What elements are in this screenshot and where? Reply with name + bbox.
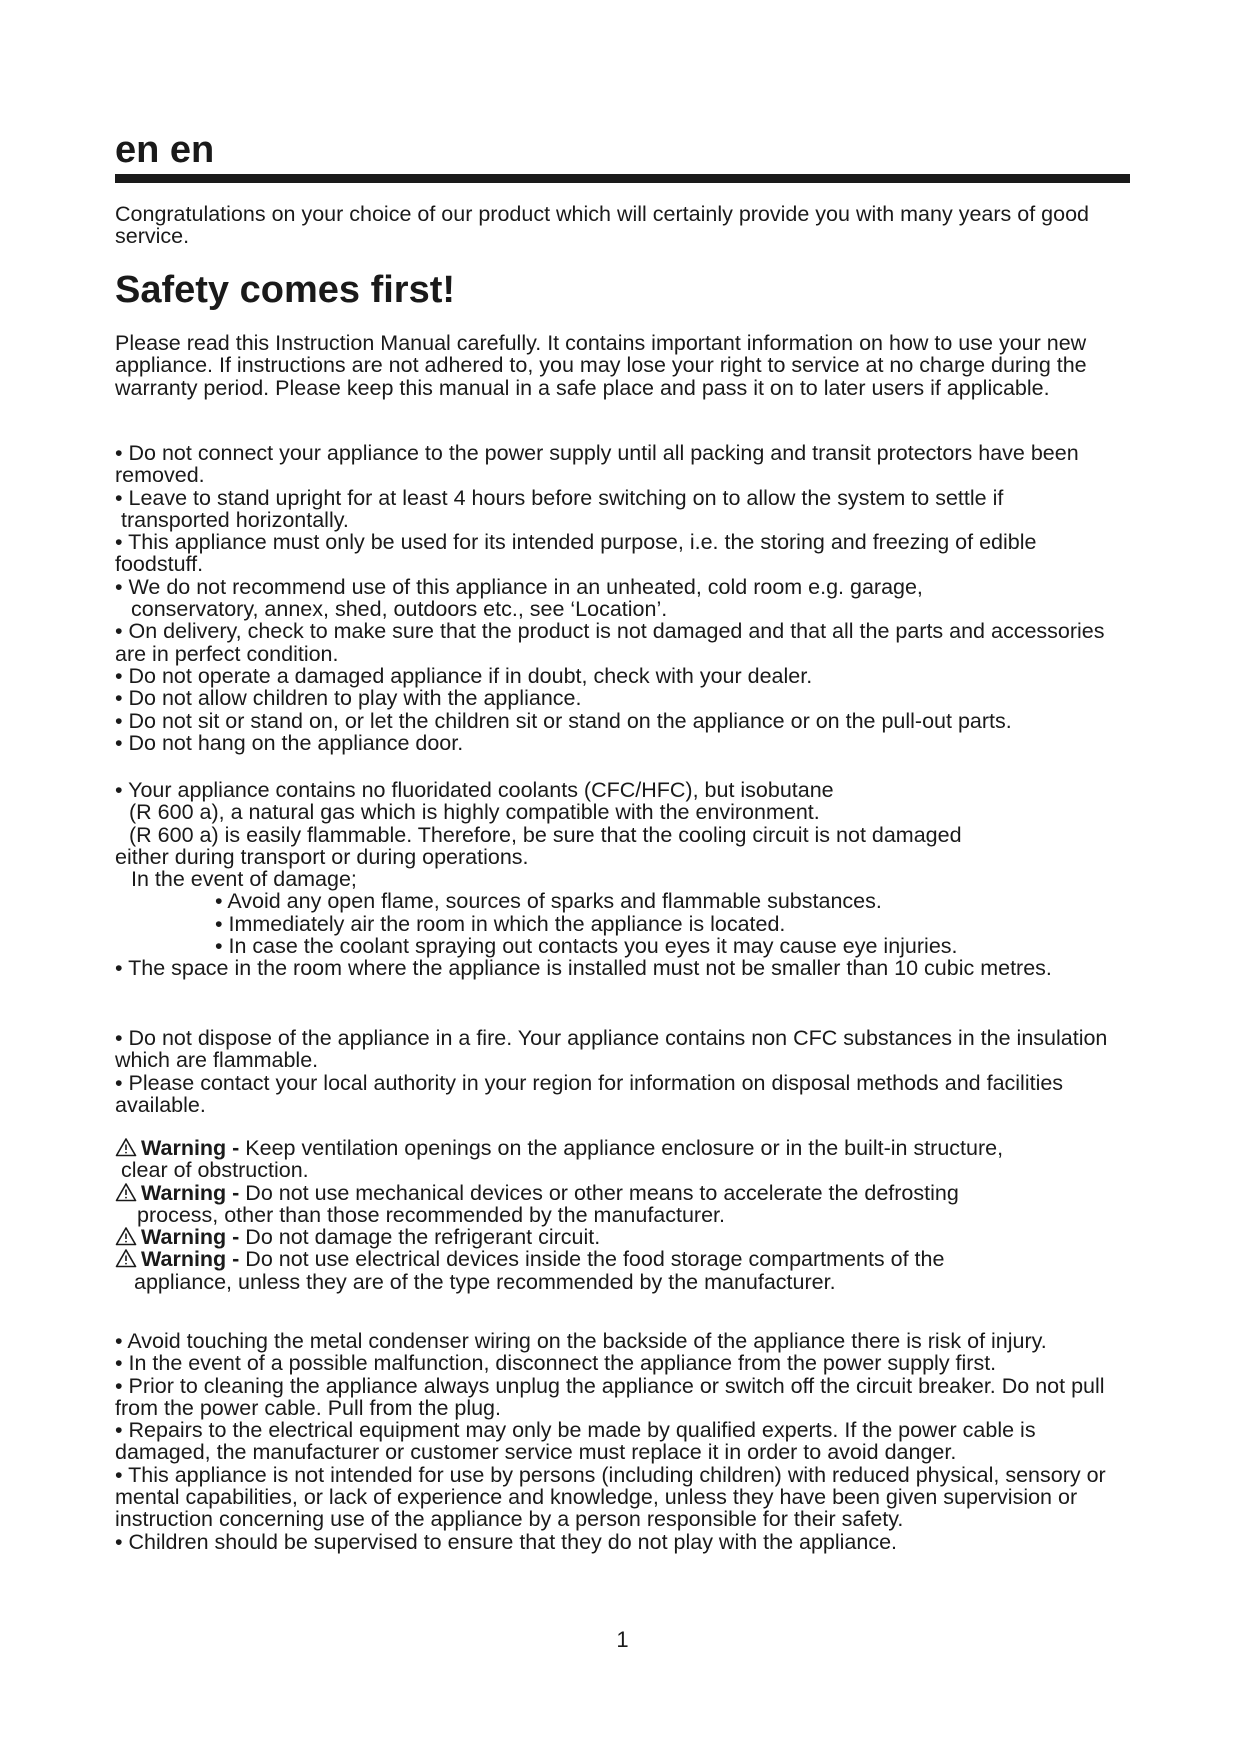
list-item: • In the event of a possible malfunction, disconnect the appliance from the power supply first. (115, 1351, 997, 1376)
warning-item (115, 1226, 1130, 1248)
coolant-line: • Your appliance contains no fluoridated coolants (CFC/HFC), but isobutane (115, 778, 834, 802)
warning-item (115, 1137, 1130, 1159)
safety-paragraph: Please read this Instruction Manual carefully. It contains important information on how to use your new appliance. If instructions are not adhered to, you may lose your right to service at no charge during the warranty period. Please keep this manual in a safe place and pass it on to later users if applicable. (115, 331, 1087, 400)
list-item-continued: transported horizontally. (121, 507, 349, 532)
warning-continued: appliance, unless they are of the type recommended by the manufacturer. (134, 1269, 836, 1294)
list-item: • Do not allow children to play with the appliance. (115, 686, 582, 711)
list-item: • Leave to stand upright for at least 4 hours before switching on to allow the system to settle if (115, 485, 1004, 510)
warning-item (115, 1182, 1130, 1204)
damage-sub-item: • In case the coolant spraying out contacts you eyes it may cause eye injuries. (215, 934, 958, 959)
warnings-block (115, 1137, 1130, 1293)
safety-heading: Safety comes first! (115, 269, 456, 311)
intro-paragraph: Congratulations on your choice of our product which will certainly provide you with many years of good service. (115, 202, 1089, 248)
list-item: • Repairs to the electrical equipment may only be made by qualified experts. If the power cable is damaged, the manufacturer or customer service must replace it in order to avoid danger. (115, 1418, 1036, 1465)
language-heading: en en (115, 129, 215, 171)
room-size-item: • The space in the room where the appliance is installed must not be smaller than 10 cubic metres. (115, 956, 1052, 981)
safety-paragraph-block (115, 332, 1125, 399)
list-item-continued: conservatory, annex, shed, outdoors etc., see ‘Location’. (131, 597, 668, 622)
warning-triangle-icon (115, 1248, 137, 1268)
list-item: • On delivery, check to make sure that the product is not damaged and that all the parts and accessories are in perfect condition. (115, 619, 1105, 666)
list-item: • Do not dispose of the appliance in a fire. Your appliance contains non CFC substances in the insulation which are flammable. (115, 1026, 1108, 1073)
list-item: • This appliance must only be used for its intended purpose, i.e. the storing and freezing of edible foodstuff. (115, 530, 1037, 577)
list-item: • Avoid touching the metal condenser wiring on the backside of the appliance there is risk of injury. (115, 1329, 1047, 1353)
coolant-line: (R 600 a) is easily flammable. Therefore, be sure that the cooling circuit is not damaged (129, 822, 962, 847)
disposal-list (115, 1027, 1130, 1116)
warning-continued: process, other than those recommended by the manufacturer. (137, 1202, 725, 1227)
list-item: • Do not connect your appliance to the power supply until all packing and transit protectors have been removed. (115, 441, 1079, 488)
list-item: • Do not sit or stand on, or let the children sit or stand on the appliance or on the pull-out parts. (115, 708, 1012, 733)
damage-sub-item: • Immediately air the room in which the appliance is located. (215, 911, 786, 936)
warning-text: Keep ventilation openings on the appliance enclosure or in the built-in structure, (239, 1136, 1004, 1160)
electrical-safety-list (115, 1330, 1130, 1553)
warning-triangle-icon (115, 1182, 137, 1202)
list-item: • Prior to cleaning the appliance always unplug the appliance or switch off the circuit breaker. Do not pull from the power cable. Pull from the plug. (115, 1373, 1105, 1420)
warning-text: Do not use mechanical devices or other means to accelerate the defrosting (239, 1180, 959, 1205)
warning-label: Warning - (141, 1225, 240, 1250)
heading-rule (115, 174, 1130, 183)
warning-label: Warning - (141, 1180, 240, 1205)
warning-text: Do not damage the refrigerant circuit. (239, 1225, 601, 1250)
general-safety-list (115, 442, 1130, 754)
list-item: • Children should be supervised to ensure that they do not play with the appliance. (115, 1529, 898, 1554)
list-item: • Please contact your local authority in your region for information on disposal methods and facilities available. (115, 1070, 1064, 1117)
warning-item (115, 1248, 1130, 1270)
damage-sub-item: • Avoid any open flame, sources of sparks and flammable substances. (215, 889, 882, 914)
page-number: 1 (616, 1627, 629, 1652)
damage-intro: In the event of damage; (131, 867, 357, 892)
warning-continued: clear of obstruction. (121, 1158, 309, 1183)
warning-label: Warning - (141, 1136, 240, 1160)
warning-text: Do not use electrical devices inside the food storage compartments of the (239, 1247, 945, 1272)
coolant-safety-block (115, 779, 1130, 980)
coolant-line: (R 600 a), a natural gas which is highly compatible with the environment. (129, 800, 820, 825)
list-item: • Do not operate a damaged appliance if in doubt, check with your dealer. (115, 663, 813, 688)
coolant-line: either during transport or during operations. (115, 844, 529, 869)
warning-triangle-icon (115, 1137, 137, 1157)
list-item: • This appliance is not intended for use by persons (including children) with reduced physical, sensory or mental capabilities, or lack of experience and knowledge, unless they have been given supervision or instruction concerning use of the appliance by a person responsible for their safety. (115, 1462, 1106, 1532)
list-item: • Do not hang on the appliance door. (115, 730, 464, 755)
warning-label: Warning - (141, 1247, 240, 1272)
list-item: • We do not recommend use of this appliance in an unheated, cold room e.g. garage, (115, 574, 923, 599)
warning-triangle-icon (115, 1226, 137, 1246)
